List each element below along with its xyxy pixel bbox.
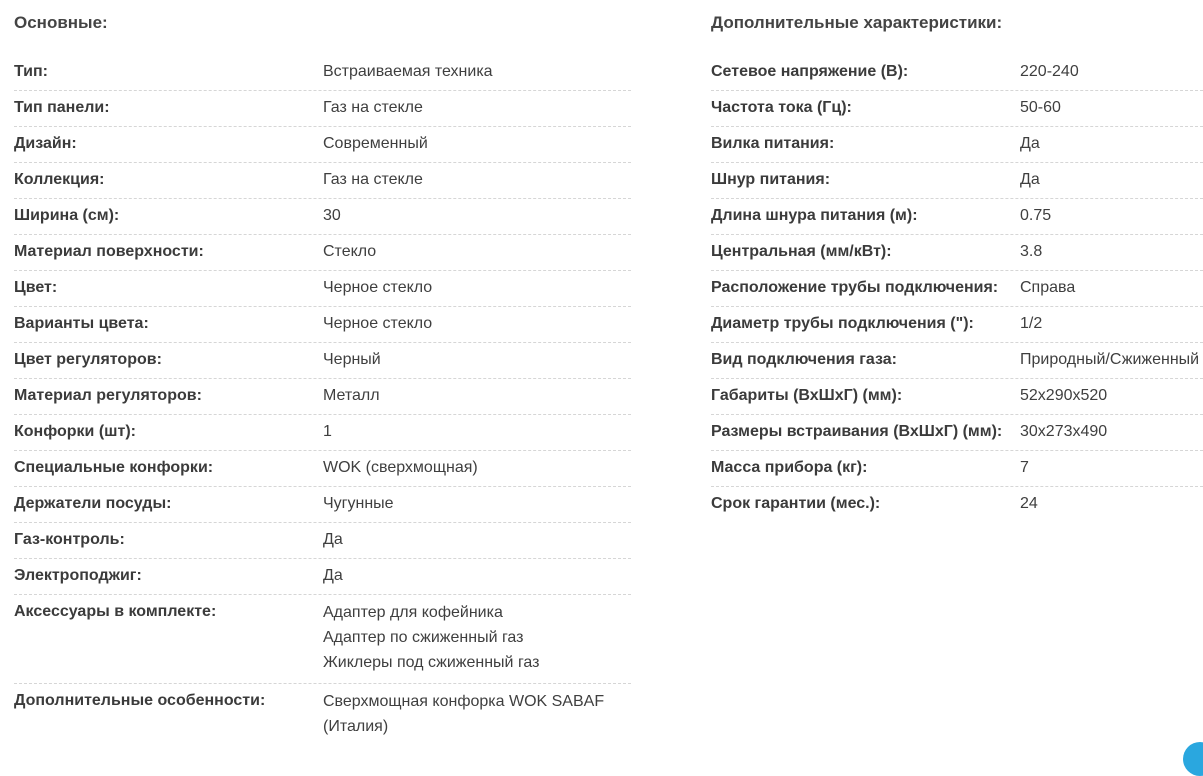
spec-row: [711, 487, 1203, 522]
spec-row: [711, 91, 1203, 127]
spec-label: Специальные конфорки:: [14, 459, 214, 476]
spec-value: 24: [1020, 495, 1038, 512]
spec-label: Шнур питания:: [711, 171, 831, 188]
spec-value: Да: [1020, 135, 1040, 152]
spec-value: Металл: [323, 387, 380, 404]
spec-value-line: Адаптер для кофейника: [323, 604, 503, 621]
spec-value: WOK (сверхмощная): [323, 459, 478, 476]
spec-row-features: [14, 684, 631, 747]
spec-row: [711, 271, 1203, 307]
spec-label: Габариты (ВхШхГ) (мм):: [711, 387, 903, 404]
spec-value: 1: [323, 423, 332, 440]
spec-row: [711, 379, 1203, 415]
spec-label: Цвет регуляторов:: [14, 351, 162, 368]
spec-label: Дополнительные особенности:: [14, 692, 266, 709]
spec-value: 30x273x490: [1020, 423, 1108, 440]
spec-value: Черный: [323, 351, 381, 368]
spec-label: Диаметр трубы подключения ("):: [711, 315, 974, 332]
spec-value: 52x290x520: [1020, 387, 1108, 404]
spec-label: Вид подключения газа:: [711, 351, 897, 368]
spec-label: Расположение трубы подключения:: [711, 279, 999, 296]
spec-value: 0.75: [1020, 207, 1052, 224]
main-specs-column: [14, 0, 631, 747]
spec-value-line: (Италия): [323, 718, 389, 735]
spec-row: [14, 127, 631, 163]
spec-value: Современный: [323, 135, 428, 152]
spec-value: Черное стекло: [323, 279, 433, 296]
spec-row: [14, 559, 631, 595]
spec-row: [711, 235, 1203, 271]
spec-label: Держатели посуды:: [14, 495, 172, 512]
spec-value: Справа: [1020, 279, 1076, 296]
spec-row: [14, 379, 631, 415]
spec-value-line: Адаптер по сжиженный газ: [323, 629, 524, 646]
spec-label: Тип панели:: [14, 99, 110, 116]
spec-label: Частота тока (Гц):: [711, 99, 852, 116]
spec-label: Центральная (мм/кВт):: [711, 243, 892, 260]
spec-row: [711, 163, 1203, 199]
spec-row: [14, 487, 631, 523]
spec-label: Электроподжиг:: [14, 567, 142, 584]
spec-label: Цвет:: [14, 279, 58, 296]
spec-row: [711, 199, 1203, 235]
spec-row: [14, 55, 631, 91]
spec-row: [14, 235, 631, 271]
spec-value: 50-60: [1020, 99, 1061, 116]
spec-label: Газ-контроль:: [14, 531, 125, 548]
spec-row: [14, 523, 631, 559]
spec-value: Встраиваемая техника: [323, 63, 493, 80]
spec-value: Природный/Сжиженный: [1020, 351, 1200, 368]
chat-widget-button[interactable]: [1183, 742, 1203, 776]
additional-specs-list: [711, 55, 1203, 522]
spec-label: Аксессуары в комплекте:: [14, 603, 217, 620]
spec-row: [711, 451, 1203, 487]
spec-label: Варианты цвета:: [14, 315, 149, 332]
spec-label: Ширина (см):: [14, 207, 120, 224]
spec-value: Газ на стекле: [323, 171, 423, 188]
spec-label: Вилка питания:: [711, 135, 835, 152]
spec-label: Масса прибора (кг):: [711, 459, 868, 476]
spec-label: Конфорки (шт):: [14, 423, 136, 440]
spec-value: Да: [323, 567, 343, 584]
spec-row: [711, 127, 1203, 163]
spec-row: [14, 271, 631, 307]
spec-label: Материал поверхности:: [14, 243, 204, 260]
spec-value: Газ на стекле: [323, 99, 423, 116]
spec-row: [14, 91, 631, 127]
spec-row: [14, 451, 631, 487]
spec-label: Коллекция:: [14, 171, 105, 188]
spec-row: [14, 415, 631, 451]
spec-value: 220-240: [1020, 63, 1079, 80]
spec-label: Длина шнура питания (м):: [711, 207, 918, 224]
spec-row: [14, 343, 631, 379]
spec-row: [14, 199, 631, 235]
spec-label: Срок гарантии (мес.):: [711, 495, 881, 512]
additional-specs-column: [711, 0, 1203, 522]
spec-label: Дизайн:: [14, 135, 77, 152]
spec-row: [14, 163, 631, 199]
additional-specs-title: Дополнительные характеристики:: [711, 13, 1003, 32]
spec-value: Да: [323, 531, 343, 548]
spec-value: Стекло: [323, 243, 377, 260]
spec-label: Материал регуляторов:: [14, 387, 202, 404]
spec-row: [711, 55, 1203, 91]
spec-value: Чугунные: [323, 495, 394, 512]
main-specs-title: Основные:: [14, 13, 108, 32]
spec-value: [323, 600, 539, 675]
spec-row: [711, 307, 1203, 343]
spec-label: Сетевое напряжение (В):: [711, 63, 909, 80]
spec-label: Тип:: [14, 63, 48, 80]
spec-row: [711, 343, 1203, 379]
spec-value: 7: [1020, 459, 1029, 476]
spec-row: [711, 415, 1203, 451]
spec-value-line: Сверхмощная конфорка WOK SABAF: [323, 693, 605, 710]
spec-value-line: Жиклеры под сжиженный газ: [323, 654, 540, 671]
spec-row: [14, 307, 631, 343]
spec-value: [323, 689, 604, 739]
spec-value: 1/2: [1020, 315, 1043, 332]
spec-row-accessories: [14, 595, 631, 684]
spec-value: Черное стекло: [323, 315, 433, 332]
spec-value: 3.8: [1020, 243, 1043, 260]
main-specs-list: [14, 55, 631, 595]
spec-value: Да: [1020, 171, 1040, 188]
spec-value: 30: [323, 207, 341, 224]
spec-label: Размеры встраивания (ВхШхГ) (мм):: [711, 423, 1003, 440]
